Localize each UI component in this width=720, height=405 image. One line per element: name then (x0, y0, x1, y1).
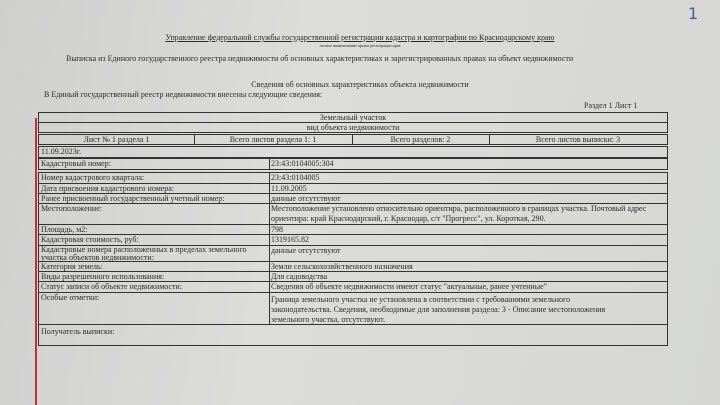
row-label: Статус записи об объекте недвижимости: (41, 282, 183, 291)
table-row (38, 245, 668, 262)
row-label: Категория земель: (41, 262, 103, 271)
authority-caption: полное наименование органа регистрации прав (319, 43, 401, 48)
sheet-number: Лист № 1 раздела 1 (39, 135, 195, 144)
object-type-caption-row (38, 122, 668, 133)
date-row (38, 146, 668, 158)
handwritten-mark: 1 (688, 4, 699, 23)
row-value: данные отсутствуют (271, 246, 341, 255)
document-title: Выписка из Единого государственного реестра недвижимости об основных характеристиках и зарегистрированных правах на объект недвижимости (66, 54, 574, 63)
section-sheet: Раздел 1 Лист 1 (584, 101, 638, 110)
object-type-caption: вид объекта недвижимости (306, 123, 400, 132)
authority-name: Управление федеральной службы государственной регистрации кадастра и картографии по Краснодарскому краю (165, 33, 555, 42)
section-title: Сведения об основных характеристиках объекта недвижимости (251, 80, 469, 89)
row-label: Ранее присвоенный государственный учетный номер: (41, 194, 225, 203)
row-value: данные отсутствуют (271, 194, 341, 203)
sheet-info-row (38, 134, 668, 145)
row-label: Местоположение: (41, 204, 102, 213)
row-value: Для садоводства (271, 272, 328, 281)
extract-date: 11.09.2023г. (41, 147, 82, 156)
row-label: Кадастровый номер: (41, 159, 111, 168)
row-value: Земли сельскохозяйственного назначения (271, 262, 413, 271)
recipient-label: Получатель выписки: (41, 327, 115, 336)
row-label: Особые отметки: (41, 293, 100, 302)
row-label: Дата присвоения кадастрового номера: (41, 184, 175, 193)
row-value: 23:43:0104005 (271, 173, 320, 182)
section-sheets-total: Всего листов раздела 1: 1 (194, 135, 353, 144)
row-label: Площадь, м2: (41, 225, 88, 234)
sections-total: Всего разделов: 2 (352, 135, 490, 144)
row-value: Сведения об объекте недвижимости имеют статус "актуальные, ранее учтенные" (271, 282, 547, 291)
row-value: 11.09.2005 (271, 184, 307, 193)
intro-text: В Единый государственный реестр недвижимости внесены следующие сведения: (44, 90, 323, 99)
row-label: Кадастровая стоимость, руб: (41, 235, 139, 244)
row-label: Виды разрешенного использования: (41, 272, 165, 281)
area-value: 798 (271, 225, 283, 234)
row-label: Кадастровые номера расположенных в пределах земельного участка объектов недвижимости: (41, 245, 247, 262)
special-notes-value: Граница земельного участка не установлена в соответствии с требованиями земельного законодательства. Сведения, необходимые для заполнения раздела: 3 - Описание местоположения земельного участка, отсутствуют. (271, 295, 606, 324)
cadastral-value: 1319165.82 (271, 235, 309, 244)
extract-sheets-total: Всего листов выписки: 3 (535, 135, 621, 144)
row-label: Номер кадастрового квартала: (41, 173, 145, 182)
table-row (38, 158, 668, 170)
cadastral-number: 23:43:0104005:304 (271, 159, 334, 168)
red-margin-line (35, 118, 37, 405)
table-row (38, 203, 668, 225)
location-value: Местоположение установлено относительно ориентира, расположенного в границах участка. Почтовый адрес ориентира: край Краснодарский, г. Краснодар, с/т "Прогресс", ул. Короткая, 290. (271, 204, 647, 223)
recipient-row (38, 324, 668, 346)
object-type: Земельный участок (319, 113, 387, 122)
table-row (38, 292, 668, 325)
